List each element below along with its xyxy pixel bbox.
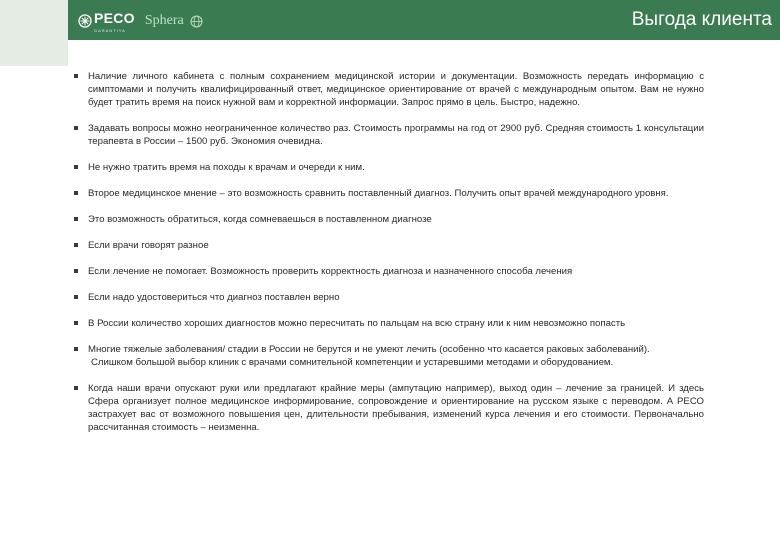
list-item-text: Задавать вопросы можно неограниченное количество раз. Стоимость программы на год от 2900 руб. Средняя стоимость 1 консультации терапевта в России – 1500 руб. Экономия очевидна. (88, 123, 704, 147)
header-bar (68, 0, 780, 40)
list-item-text: Если врачи говорят разное (88, 240, 209, 251)
list-item-text: Второе медицинское мнение – это возможность сравнить поставленный диагноз. Получить опыт врачей международного уровня. (88, 188, 669, 199)
left-accent-strip (0, 0, 68, 66)
list-item (72, 213, 704, 226)
list-item-text: Это возможность обратиться, когда сомневаешься в поставленном диагнозе (88, 214, 432, 225)
peco-logo-subtext: GARANTIYA (94, 27, 126, 33)
page-title: Выгода клиента (631, 9, 772, 30)
logo-group (78, 10, 203, 32)
list-item-text: Когда наши врачи опускают руки или предлагают крайние меры (ампутацию например), выход один – лечение за границей. И здесь Сфера организует полное медицинское информирование, сопровождение и ориентирование на русском языке с переводом. А РЕСО застрахует вас от возможного повышения цен, длительности пребывания, изменений курса лечения и его стоимости. Первоначально рассчитанная стоимость – неизменна. (88, 383, 704, 433)
list-item (72, 187, 704, 200)
peco-emblem-icon (78, 14, 92, 28)
list-item (72, 343, 704, 369)
list-item (72, 161, 704, 174)
sphera-globe-icon (190, 15, 203, 28)
list-item (72, 239, 704, 252)
list-item-continuation: Слишком большой выбор клиник с врачами сомнительной компетенции и устаревшими методами и оборудованием. (91, 357, 614, 368)
list-item-text: Если лечение не помогает. Возможность проверить корректность диагноза и назначенного способа лечения (88, 266, 573, 277)
list-item-text: Если надо удостовериться что диагноз поставлен верно (88, 292, 340, 303)
list-item (72, 317, 704, 330)
list-item-text: Наличие личного кабинета с полным сохранением медицинской истории и документации. Возможность передать информацию с симптомами и получить квалифицированный ответ, медицинское ориентирование от врачей с международным опытом. Вам не нужно будет тратить время на поиск нужной вам и корректной информации. Запрос прямо в цель. Быстро, надежно. (88, 71, 704, 108)
benefits-list (72, 70, 704, 447)
list-item (72, 265, 704, 278)
list-item (72, 291, 704, 304)
peco-logo-text: PECO (94, 9, 135, 26)
list-item (72, 70, 704, 109)
peco-logo (78, 10, 135, 33)
sphera-logo-text: Sphera (144, 13, 184, 28)
list-item-text: В России количество хороших диагностов можно пересчитать по пальцам на всю страну или к ним невозможно попасть (88, 318, 626, 329)
list-item (72, 122, 704, 148)
list-item-text: Не нужно тратить время на походы к врачам и очереди к ним. (88, 162, 365, 173)
list-item (72, 382, 704, 434)
list-item-text: Многие тяжелые заболевания/ стадии в России не берутся и не умеют лечить (особенно что касается раковых заболеваний). (88, 344, 650, 355)
